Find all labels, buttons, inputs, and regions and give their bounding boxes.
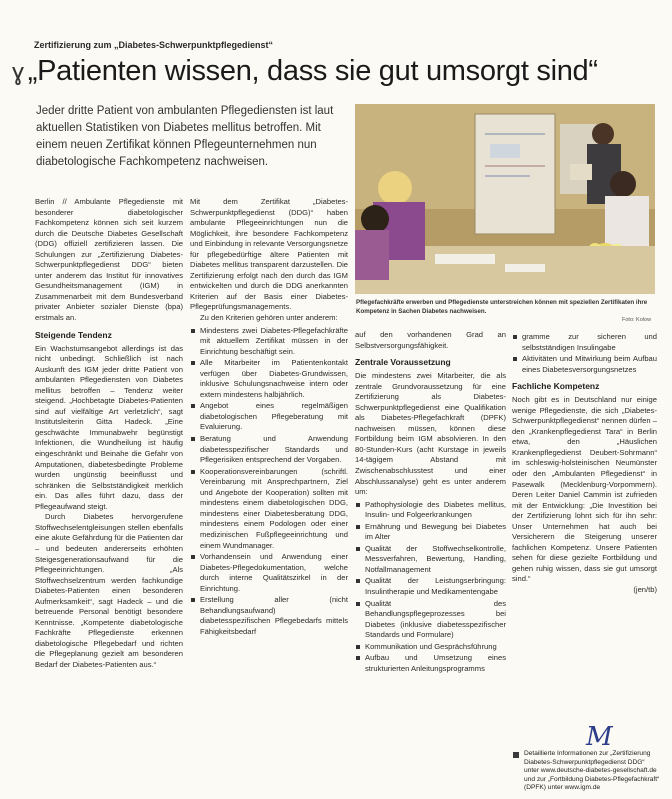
article-lead: [36, 103, 344, 171]
headline-bullet-icon: ɣ: [12, 59, 24, 86]
subheading-zentrale-voraussetzung: Zentrale Voraussetzung: [355, 357, 451, 368]
info-box: [513, 750, 661, 793]
column4-paragraph-1: Noch gibt es in Deutschland nur einige wenige Pflegedienste, die sich „Diabetes-Schwerpunktpflegedienst“ nennen dürfen – den „Krankenpflegedienst Tara“ in Berlin etwa, den „Häuslichen Krankenpflegedienst Deubert-Sohrmann“ im schleswig-holsteinischen Neumünster oder den „Ambulanten Pflegedienst“ in Pasewalk (Mecklenburg-Vorpommern). Deren Leiter Daniel Cammin ist zufrieden mit der Entwicklung: „Die Investition bei der Zertifizierung lohnt sich für ihn sehr: Unser Unternehmen hat auch bei Versicherern die Steigerung unserer fachlichen Kompetenz. Unsere Patienten sehen für diese gezielte Fortbildung und gehen ruhig wissen, dass sie gut umsorgt sind.“: [512, 395, 657, 584]
list-item: Pathophysiologie des Diabetes mellitus, Insulin- und Folgeerkrankungen: [355, 500, 506, 521]
column2-paragraph-2: Zu den Kriterien gehören unter anderem:: [200, 313, 338, 323]
list-item: Mindestens zwei Diabetes-Pflegefachkräfte mit aktuellem Zertifikat müssen in der Einrichtung beschäftigt sein.: [190, 326, 348, 358]
list-item: Angebot eines regelmäßigen diabetologischen Pflegeberatung mit Evaluierung.: [190, 401, 348, 433]
list-item: Alle Mitarbeiter im Patientenkontakt verfügen über Diabetes-Grundwissen, inklusive Schulungsnachweise intern oder extern mindestens halbjährlich.: [190, 358, 348, 400]
column1-paragraph-3: Durch Diabetes hervorgerufene Stoffwechselentgleisungen stellen ebenfalls eine akute Gefährdung für die Patienten dar – und bedeuten andererseits erhöhten Steigesgenerationsaufwand für die Pflegeeinrichtungen. „Als Stoffwechselzentrum werden fachkundige Diabetes-Patienten einen besonderen Aufmerksamkeit“, sagt Hadeck – und die betreuende Personal benötigt besondere Kenntnisse. „Kompetente diabetologische Fachkräfte Pflegedienste erkennen diabetologische Pflegebedarf und richten die Pflegeplanung gezielt am besonderen Bedarf der Diabetes-Patienten aus.“: [35, 512, 183, 669]
list-item: Qualität der Leistungserbringung: Insulintherapie und Medikamentengabe: [355, 576, 506, 597]
photo-credit: Foto: Kolow: [622, 317, 652, 323]
article-headline: [12, 55, 662, 88]
column2-paragraph-1: Mit dem Zertifikat „Diabetes-Schwerpunktpflegedienst (DDG)“ haben ambulante Pflegeeinrichtungen nun die Möglichkeit, ihre besondere Fachkompetenz und Einbindung in relevante Versorgungsnetze für pflegebedürftige ältere Patienten mit Diabetes mellitus transparent darzustellen. Die Zertifizierung erfolgt nach den durch das IGM entwickelten und durch die DDG anerkannten Kriterien auf der Basis einer Diabetes-Pflegeprüfungsmanagements.: [190, 197, 348, 312]
subheading-steigende-tendenz: Steigende Tendenz: [35, 329, 112, 340]
subheading-fachliche-kompetenz: Fachliche Kompetenz: [512, 381, 600, 392]
article-column-3: [355, 330, 506, 675]
article-photo: [355, 104, 655, 294]
list-item: Aktivitäten und Mitwirkung beim Aufbau eines Diabetesversorgungsnetzes: [512, 354, 657, 375]
course-topics-list: [355, 500, 506, 675]
column3-paragraph-1: Die mindestens zwei Mitarbeiter, die als zentrale Grundvoraussetzung für eine Zertifizierung als Diabetes-Schwerpunktpflegedienst eine Qualifikation als Diabetes-Pflegefachkraft (DPFK) nachweisen müssen, können diese Fortbildung beim IGM absolvieren. In den 80-Stunden-Kurs (acht Kurstage in jeweils 14-tägigem Abstand mit Zwischenabschlusstest und einer Abschlussanalyse) geht es unter anderem um:: [355, 371, 506, 497]
info-square-icon: [513, 752, 519, 758]
list-item: Aufbau und Umsetzung eines strukturierten Anleitungsprogramms: [355, 653, 506, 674]
column1-paragraph-1: Berlin // Ambulante Pflegedienste mit besonderer diabetologischer Fachkompetenz können sich seit kurzem durch die Deutsche Diabetes Gesellschaft (DDG) offiziell zertifizieren lassen. Die Schulungen zur „Zertifizierung Diabetes-Schwerpunktpflegedienst DDG“ bieten unter anderem das Institut für innovatives Gesundheitsmanagement (IGM) in Zusammenarbeit mit dem Bundesverband privater Anbieter sozialer Dienste (bpa) erstmals an.: [35, 197, 183, 323]
list-item: Kooperationsvereinbarungen (schriftl. Vereinbarung mit Ansprechpartnern, Ziel und Angebote der Kooperation) sollten mit mindestens einem diabetologischen DDG, mindestens einer Diabetesberatung DDG, mindestens einem Podologen oder einer medizinischen Fußpflegeeinrichtung und einem Wundmanager.: [190, 467, 348, 551]
lead-text: Jeder dritte Patient von ambulanten Pflegediensten ist laut aktuellen Statistiken von Diabetes mellitus betroffen. Mit einem neuen Zertifikat können Pflegeunternehmen nun diabetologische Fachkompetenz nachweisen.: [36, 105, 334, 168]
article-kicker: Zertifizierung zum „Diabetes-Schwerpunktpflegedienst“: [34, 40, 274, 50]
article-column-4: [512, 330, 657, 596]
criteria-list: [190, 326, 348, 638]
author-initials: (jen/tb): [633, 585, 657, 595]
info-text: Detaillierte Informationen zur „Zertifizierung Diabetes-Schwerpunktpflegedienst DDG“ unter www.deutsche-diabetes-gesellschaft.de und zur „Fortbildung Diabetes-Pflegefachkraft“ (DPFK) unter www.igm.de: [524, 750, 660, 792]
column1-paragraph-2: Ein Wachstumsangebot allerdings ist das nicht unbedingt. Schließlich ist nach Auskunft des IGM jeder dritte Patient von ambulanten Pflegediensten von Diabetes mellitus betroffen – Tendenz weiter steigend. „Hochbetagte Diabetes-Patienten sind auf vielfältige Art verletzlich“, sagt Institutsleiterin Gitta Hadeck. „Eine geschwächte Immunabwehr begünstigt Infektionen, die Wundheilung ist häufig eingeschränkt und Beinahe die Gefahr von Amputationen, diabetesbedingte Probleme wurden ungünstig beeinflusst und schränken die Selbstständigkeit merklich ein. Das alles führt dazu, dass der Pflegeaufwand steigt.: [35, 343, 183, 511]
list-item: Kommunikation und Gesprächsführung: [355, 642, 506, 653]
seminar-photo-illustration: [355, 104, 655, 294]
list-item: gramme zur sicheren und selbstständigen Insulingabe: [512, 332, 657, 353]
list-item: Qualität des Behandlungspflegeprozesses bei Diabetes (inklusive diabetesspezifischer Standards und Formulare): [355, 599, 506, 641]
column3-continuation: auf den vorhandenen Grad an Selbstversorgungsfähigkeit.: [355, 330, 506, 350]
list-item: Ernährung und Bewegung bei Diabetes im Alter: [355, 522, 506, 543]
signature-mark: M: [586, 722, 613, 752]
photo-caption: Pflegefachkräfte erwerben und Pflegedienste unterstreichen können mit speziellen Zertifikaten ihre Kompetenz in Sachen Diabetes nachweisen.: [356, 299, 648, 315]
list-item: Erstellung aller (nicht Behandlungsaufwand) diabetesspezifischen Pflegebedarfs mittels Fähigkeitsbedarf: [190, 595, 348, 637]
headline-text: „Patienten wissen, dass sie gut umsorgt sind“: [27, 55, 598, 87]
course-topics-list-continued: [512, 332, 657, 375]
article-column-1: [35, 197, 183, 671]
list-item: Beratung und Anwendung diabetesspezifischer Standards und Pflegerisiken entsprechend der Vorgaben.: [190, 434, 348, 466]
article-column-2: [190, 197, 348, 638]
list-item: Vorhandensein und Anwendung einer Diabetes-Pflegedokumentation, welche durch interne Qualitätszirkel in der Einrichtung.: [190, 552, 348, 594]
list-item: Qualität der Stoffwechselkontrolle, Messverfahren, Bewertung, Handling, Notfallmanagement: [355, 544, 506, 576]
